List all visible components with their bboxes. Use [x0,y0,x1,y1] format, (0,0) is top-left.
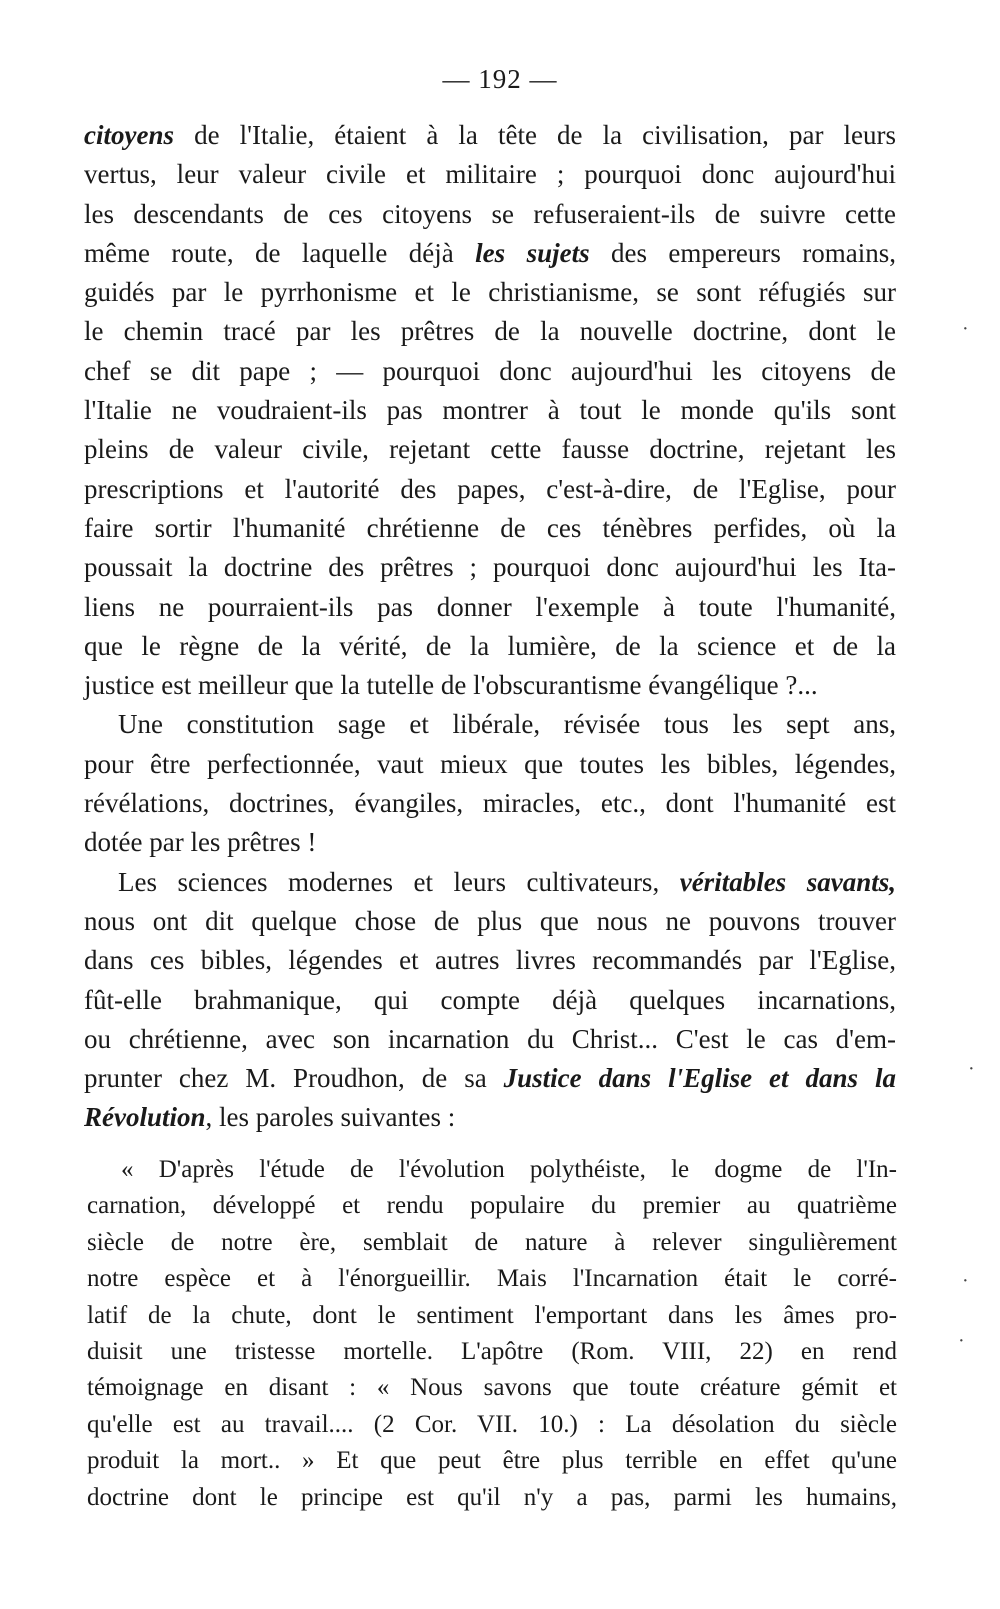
italic-text: Justice dans l'Eglise et dans la [503,1063,896,1094]
text-line: révélations, doctrines, évangiles, miracles, etc., dont l'humanité est [84,788,896,819]
quote-line: carnation, développé et rendu populaire du premier au quatrième [87,1192,897,1220]
text-line [84,863,896,902]
quote-line: latif de la chute, dont le sentiment l'emportant dans les âmes pro- [87,1301,897,1329]
scan-speck: · [958,1330,965,1352]
text-line: pleins de valeur civile, rejetant cette fausse doctrine, rejetant les [84,434,896,465]
text-span: de l'Italie, étaient à la tête de la civilisation, par leurs [173,120,896,150]
text-line [84,1098,896,1137]
scan-speck: · [962,318,969,340]
text-line [84,116,896,155]
text-line: faire sortir l'humanité chrétienne de ces ténèbres perfides, où la [84,512,896,543]
italic-text: les sujets [475,237,590,268]
text-line: dans ces bibles, légendes et autres livres recommandés par l'Eglise, [84,945,896,976]
quote-line: qu'elle est au travail.... (2 Cor. VII. 10.) : La désolation du siècle [87,1410,897,1438]
page-number: — 192 — [442,64,558,94]
text-line: l'Italie ne voudraient-ils pas montrer à tout le monde qu'ils sont [84,395,896,426]
text-span: Les sciences modernes et leurs cultivateurs, [118,866,680,897]
italic-text: véritables savants, [679,866,896,897]
text-line: justice est meilleur que la tutelle de l'obscurantisme évangélique ?... [84,670,818,701]
quote-line: produit la mort.. » Et que peut être plus terrible en effet qu'une [87,1447,897,1475]
text-line: Une constitution sage et libérale, révisée tous les sept ans, [118,709,896,740]
text-line: que le règne de la vérité, de la lumière, de la science et de la [84,630,896,661]
text-line: dotée par les prêtres ! [84,827,317,858]
quote-line: duisit une tristesse mortelle. L'apôtre (Rom. VIII, 22) en rend [87,1338,897,1366]
scan-speck: · [962,1270,969,1292]
text-line: fût-elle brahmanique, qui compte déjà quelques incarnations, [84,984,896,1015]
text-line [84,1059,896,1098]
quote-line: siècle de notre ère, semblait de nature à relever singulièrement [87,1228,897,1256]
text-line: chef se dit pape ; — pourquoi donc aujourd'hui les citoyens de [84,355,896,386]
text-line: poussait la doctrine des prêtres ; pourquoi donc aujourd'hui les Ita- [84,552,896,583]
text-line: prescriptions et l'autorité des papes, c'est-à-dire, de l'Eglise, pour [84,473,896,504]
text-span: même route, de laquelle déjà [84,237,476,268]
block-quote [87,1152,897,1516]
text-span: prunter chez M. Proudhon, de sa [84,1063,504,1094]
text-line: guidés par le pyrrhonisme et le christianisme, se sont réfugiés sur [84,277,896,308]
text-span: , les paroles suivantes : [205,1102,456,1133]
text-line: nous ont dit quelque chose de plus que nous ne pouvons trouver [84,905,896,936]
text-span: des empereurs romains, [589,237,896,268]
scan-speck: · [968,1058,975,1080]
text-line [84,234,896,273]
quote-line: notre espèce et à l'énorgueillir. Mais l'Incarnation était le corré- [87,1265,897,1293]
main-text [84,116,896,1138]
text-line: pour être perfectionnée, vaut mieux que toutes les bibles, légendes, [84,748,896,779]
text-line: vertus, leur valeur civile et militaire ; pourquoi donc aujourd'hui [84,159,896,190]
text-line: les descendants de ces citoyens se refuseraient-ils de suivre cette [84,198,896,229]
text-line: le chemin tracé par les prêtres de la nouvelle doctrine, dont le [84,316,896,347]
quote-line: « D'après l'étude de l'évolution polythéiste, le dogme de l'In- [121,1156,897,1183]
quote-line: témoignage en disant : « Nous savons que toute créature gémit et [87,1374,897,1402]
text-line: ou chrétienne, avec son incarnation du Christ... C'est le cas d'em- [84,1023,896,1054]
text-line: liens ne pourraient-ils pas donner l'exemple à toute l'humanité, [84,591,896,622]
quote-line: doctrine dont le principe est qu'il n'y a pas, parmi les humains, [87,1483,897,1511]
italic-text: citoyens [84,120,174,150]
italic-text: Révolution [84,1102,206,1133]
